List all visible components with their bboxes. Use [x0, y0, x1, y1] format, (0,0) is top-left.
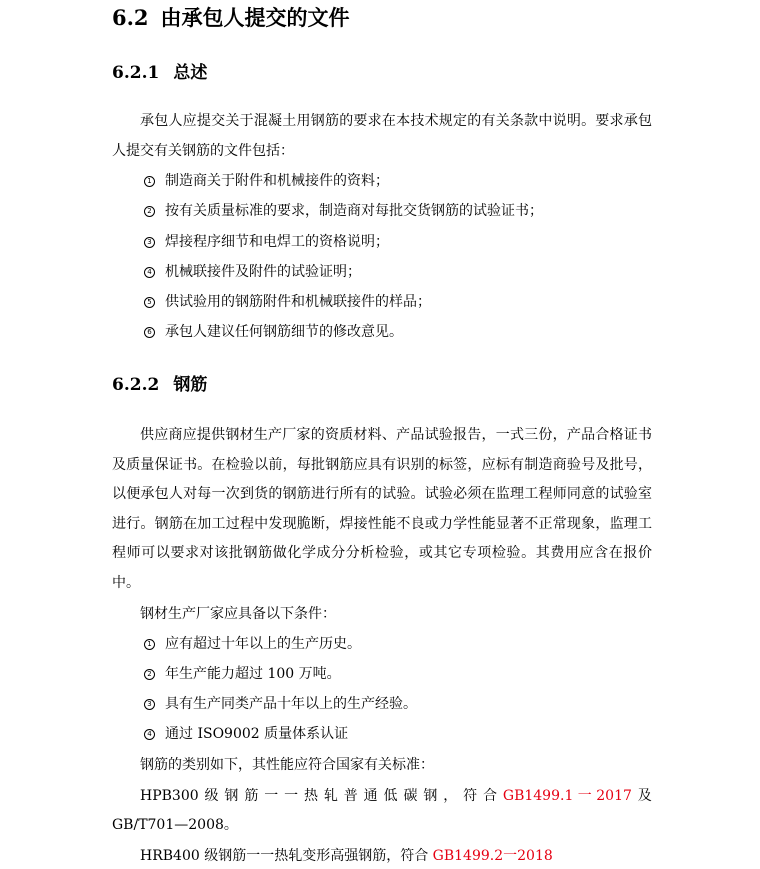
list-item — [144, 201, 543, 221]
subsection-heading-rebar — [112, 370, 207, 395]
list-item-text: 具有生产同类产品十年以上的生产经验。 — [165, 696, 417, 712]
general-paragraph: 承包人应提交关于混凝土用钢筋的要求在本技术规定的有关条款中说明。要求承包人提交有关钢筋的文件包括： — [112, 113, 652, 159]
hpb-part: 钢 — [423, 788, 438, 804]
subsection-number: 6.2.2 — [112, 375, 160, 395]
circled-number-icon: 3 — [144, 699, 155, 710]
circled-number-icon: 1 — [144, 639, 155, 650]
hpb-part: ， — [443, 788, 458, 804]
hpb-part: 轧 — [323, 788, 338, 804]
hrb-text: HRB400 级钢筋一一热轧变形高强钢筋，符合 — [140, 848, 433, 864]
hpb-part: HPB300 — [140, 788, 199, 804]
circled-number-icon: 2 — [144, 206, 155, 217]
circled-number-icon: 2 — [144, 669, 155, 680]
list-item — [144, 232, 389, 252]
hpb-part: 碳 — [403, 788, 418, 804]
list-item — [144, 292, 431, 312]
list-item — [144, 322, 403, 342]
section-title: 由承包人提交的文件 — [160, 5, 350, 30]
hpb-part: 钢 — [224, 788, 239, 804]
subsection-title: 总述 — [173, 63, 208, 83]
conditions-intro: 钢材生产厂家应具备以下条件： — [140, 606, 336, 622]
list-item — [144, 724, 348, 744]
list-item-text: 应有超过十年以上的生产历史。 — [165, 636, 361, 652]
rebar-paragraph: 供应商应提供钢材生产厂家的资质材料、产品试验报告，一式三份，产品合格证书及质量保证书。在检验以前，每批钢筋应具有识别的标签，应标有制造商验号及批号，以便承包人对每一次到货的钢筋进行所有的试验。试验必须在监理工程师同意的试验室进行。钢筋在加工过程中发现脆断，焊接性能不良或力学性能显著不正常现象，监理工程师可以要求对该批钢筋做化学成分分析检验，或其它专项检验。其费用应含在报价中。 — [112, 427, 652, 591]
hpb-part: 一 — [264, 788, 279, 804]
circled-number-icon: 4 — [144, 729, 155, 740]
list-item-text: 按有关质量标准的要求，制造商对每批交货钢筋的试验证书； — [165, 203, 543, 219]
hpb-part: 低 — [383, 788, 398, 804]
list-item-text: 制造商关于附件和机械接件的资料； — [165, 173, 389, 189]
hpb-part: 符 — [463, 788, 478, 804]
hpb-standard-line — [140, 786, 652, 806]
list-item-text: 机械联接件及附件的试验证明； — [165, 264, 361, 280]
list-item-text: 供试验用的钢筋附件和机械联接件的样品； — [165, 294, 431, 310]
circled-number-icon: 1 — [144, 176, 155, 187]
hrb-standard-line — [140, 846, 553, 866]
hpb-part: 合 — [483, 788, 497, 804]
hpb-part: 通 — [363, 788, 378, 804]
list-item-text: 年生产能力超过 100 万吨。 — [165, 666, 341, 682]
circled-number-icon: 5 — [144, 297, 155, 308]
hpb-part: 及 — [637, 788, 652, 804]
circled-number-icon: 3 — [144, 237, 155, 248]
hpb-standard-code: GB1499.1 一 2017 — [502, 788, 632, 804]
list-item-text: 通过 ISO9002 质量体系认证 — [165, 726, 349, 742]
circled-number-icon: 4 — [144, 267, 155, 278]
types-intro: 钢筋的类别如下，其性能应符合国家有关标准： — [140, 757, 434, 773]
circled-number-icon: 6 — [144, 327, 155, 338]
subsection-number: 6.2.1 — [112, 63, 160, 83]
subsection-heading-general — [112, 58, 207, 83]
hpb-part: 热 — [303, 788, 318, 804]
hpb-part: 普 — [343, 788, 358, 804]
list-item — [144, 634, 361, 654]
list-item-text: 承包人建议任何钢筋细节的修改意见。 — [165, 324, 403, 340]
section-number: 6.2 — [112, 5, 149, 30]
section-heading — [112, 2, 350, 32]
subsection-title: 钢筋 — [173, 375, 208, 395]
list-item — [144, 171, 389, 191]
hrb-standard-code: GB1499.2一2018 — [432, 848, 553, 864]
list-item — [144, 694, 417, 714]
hpb-part: 筋 — [244, 788, 259, 804]
hpb-part: 一 — [284, 788, 299, 804]
list-item — [144, 664, 341, 684]
hpb-part: 级 — [204, 788, 219, 804]
hpb-standard-line2: GB/T701—2008。 — [112, 817, 238, 833]
list-item-text: 焊接程序细节和电焊工的资格说明； — [165, 234, 389, 250]
list-item — [144, 262, 361, 282]
